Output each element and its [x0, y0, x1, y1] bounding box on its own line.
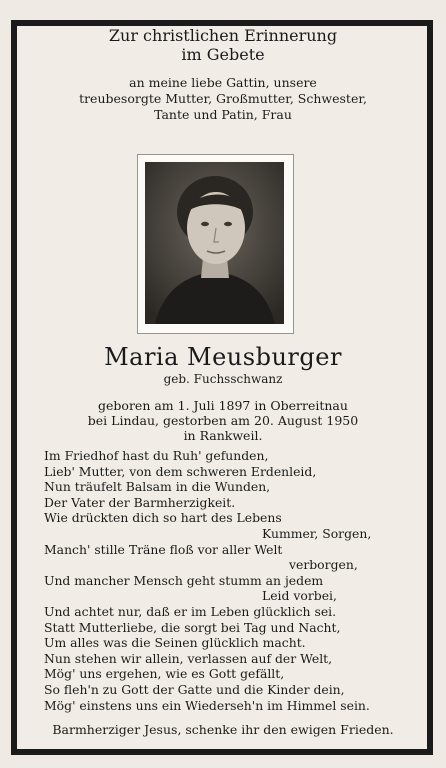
poem-line: Nun träufelt Balsam in die Wunden, [44, 479, 271, 495]
heading-line-1: Zur christlichen Erinnerung [108, 26, 338, 45]
dedication-line: treubesorgte Mutter, Großmutter, Schwester, [79, 91, 367, 106]
heading-line-2: im Gebete [181, 45, 265, 64]
card-heading [0, 26, 446, 64]
poem-line: verborgen, [289, 557, 358, 573]
memorial-poem [44, 448, 384, 713]
closing-prayer: Barmherziger Jesus, schenke ihr den ewigen Frieden. [52, 722, 394, 737]
dedication-line: Tante und Patin, Frau [154, 107, 292, 122]
deceased-name: Maria Meusburger [104, 343, 342, 371]
dedication-text [0, 75, 446, 123]
poem-line: Mög' uns ergehen, wie es Gott gefällt, [44, 666, 285, 682]
poem-line: Und achtet nur, daß er im Leben glücklich sei. [44, 603, 337, 619]
poem-line: So fleh'n zu Gott der Gatte und die Kinder dein, [44, 681, 345, 697]
birth-name: geb. Fuchsschwanz [163, 372, 283, 386]
poem-line: Nun stehen wir allein, verlassen auf der Welt, [44, 650, 333, 666]
poem-line: Lieb' Mutter, von dem schweren Erdenleid, [44, 463, 317, 479]
poem-line: Leid vorbei, [262, 588, 337, 604]
poem-line: Kummer, Sorgen, [262, 525, 372, 541]
poem-line: Und mancher Mensch geht stumm an jedem [44, 572, 324, 588]
poem-line: Im Friedhof hast du Ruh' gefunden, [44, 448, 269, 463]
poem-line: Wie drückten dich so hart des Lebens [44, 510, 282, 526]
dates-line: geboren am 1. Juli 1897 in Oberreitnau [98, 398, 348, 413]
poem-line: Mög' einstens uns ein Wiederseh'n im Himmel sein. [44, 697, 370, 713]
portrait-photo [145, 162, 284, 324]
dates-line: in Rankweil. [183, 428, 263, 443]
dedication-line: an meine liebe Gattin, unsere [129, 75, 317, 90]
portrait-frame [137, 154, 294, 334]
dates-line: bei Lindau, gestorben am 20. August 1950 [87, 413, 359, 428]
portrait-icon [145, 162, 284, 324]
poem-line: Statt Mutterliebe, die sorgt bei Tag und Nacht, [44, 619, 341, 635]
life-dates [0, 398, 446, 443]
poem-line: Manch' stille Träne floß vor aller Welt [44, 541, 283, 557]
poem-line: Der Vater der Barmherzigkeit. [44, 494, 236, 510]
poem-line: Um alles was die Seinen glücklich macht. [44, 635, 306, 651]
